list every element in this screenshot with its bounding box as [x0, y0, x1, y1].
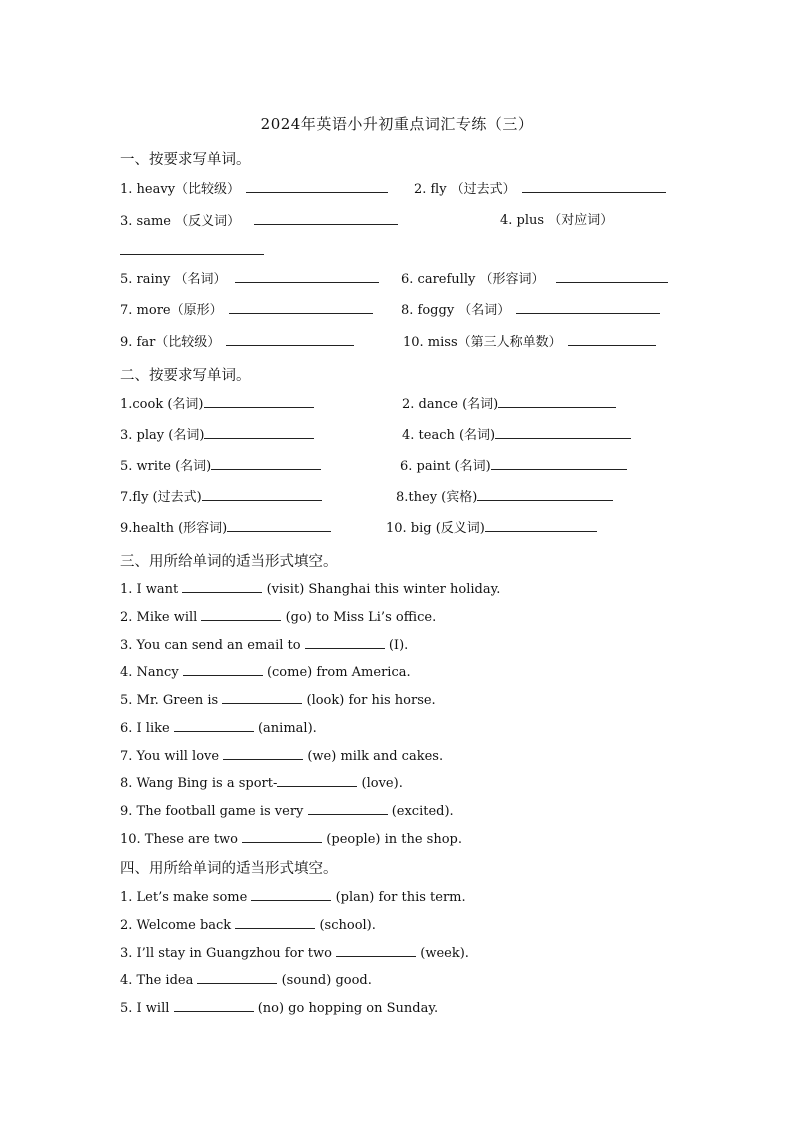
- answer-blank[interactable]: [251, 888, 331, 901]
- answer-blank[interactable]: [498, 395, 616, 408]
- answer-blank[interactable]: [305, 636, 385, 649]
- section2-heading: 二、按要求写单词。: [120, 368, 251, 384]
- s1-item-7: [120, 301, 373, 320]
- s3-item-6-pre: 6. I like: [120, 721, 170, 736]
- answer-blank[interactable]: [226, 333, 354, 346]
- answer-blank[interactable]: [182, 580, 262, 593]
- s3-item-4-pre: 4. Nancy: [120, 665, 179, 680]
- s2-item-5-label: 5. write (名词): [120, 459, 212, 474]
- answer-blank[interactable]: [204, 395, 314, 408]
- answer-blank[interactable]: [174, 719, 254, 732]
- s3-item-9: [120, 802, 454, 821]
- answer-blank[interactable]: [197, 971, 277, 984]
- answer-blank[interactable]: [495, 426, 631, 439]
- s1-item-8: [401, 301, 660, 320]
- answer-blank[interactable]: [235, 916, 315, 929]
- s2-item-3-label: 3. play (名词): [120, 428, 205, 443]
- answer-blank[interactable]: [174, 999, 254, 1012]
- section1-heading: 一、按要求写单词。: [120, 152, 251, 168]
- answer-blank[interactable]: [204, 426, 314, 439]
- answer-blank[interactable]: [211, 457, 321, 470]
- answer-blank[interactable]: [485, 519, 597, 532]
- s4-item-4: [120, 971, 372, 990]
- s4-item-2-post: (school).: [319, 918, 376, 933]
- s4-item-3: [120, 944, 469, 963]
- answer-blank[interactable]: [202, 488, 322, 501]
- s1-item-1: [120, 180, 388, 199]
- s3-item-3-post: (I).: [388, 638, 409, 653]
- s3-item-10: [120, 830, 462, 849]
- s3-item-4-post: (come) from America.: [266, 665, 411, 680]
- s3-item-5: [120, 691, 436, 710]
- s1-item-3-label: 3. same （反义词）: [120, 214, 241, 229]
- s1-item-6-label: 6. carefully （形容词）: [401, 272, 545, 287]
- s4-item-1-post: (plan) for this term.: [335, 890, 466, 905]
- s3-item-7: [120, 747, 443, 766]
- answer-blank[interactable]: [522, 180, 666, 193]
- answer-blank[interactable]: [223, 747, 303, 760]
- answer-blank[interactable]: [491, 457, 627, 470]
- s3-item-5-post: (look) for his horse.: [306, 693, 436, 708]
- s1-item-10: [403, 333, 656, 352]
- s2-item-1: [120, 395, 314, 414]
- s4-item-3-pre: 3. I’ll stay in Guangzhou for two: [120, 946, 332, 961]
- s2-item-6: [400, 457, 627, 476]
- s2-item-8: [396, 488, 613, 507]
- s1-item-4: [500, 212, 613, 230]
- s3-item-1-pre: 1. I want: [120, 582, 179, 597]
- answer-blank[interactable]: [201, 608, 281, 621]
- answer-blank[interactable]: [229, 301, 373, 314]
- s2-item-4: [402, 426, 631, 445]
- answer-blank[interactable]: [246, 180, 388, 193]
- s4-item-5-post: (no) go hopping on Sunday.: [257, 1001, 439, 1016]
- s4-item-2: [120, 916, 376, 935]
- s2-item-2: [402, 395, 616, 414]
- s1-item-1-label: 1. heavy（比较级）: [120, 182, 241, 197]
- s3-item-6-post: (animal).: [257, 721, 317, 736]
- answer-blank[interactable]: [556, 270, 668, 283]
- s2-item-9: [120, 519, 331, 538]
- s4-item-1: [120, 888, 466, 907]
- s2-item-7-label: 7.fly (过去式): [120, 490, 202, 505]
- s1-item-10-label: 10. miss（第三人称单数）: [403, 335, 562, 350]
- answer-blank[interactable]: [277, 774, 357, 787]
- s3-item-10-pre: 10. These are two: [120, 832, 239, 847]
- s2-item-5: [120, 457, 321, 476]
- s2-item-2-label: 2. dance (名词): [402, 397, 499, 412]
- answer-blank[interactable]: [183, 663, 263, 676]
- answer-blank[interactable]: [222, 691, 302, 704]
- s3-item-10-post: (people) in the shop.: [326, 832, 462, 847]
- s1-item-8-label: 8. foggy （名词）: [401, 303, 511, 318]
- s3-item-8-post: (love).: [361, 776, 403, 791]
- answer-blank[interactable]: [516, 301, 660, 314]
- s4-item-3-post: (week).: [420, 946, 469, 961]
- s3-item-3-pre: 3. You can send an email to: [120, 638, 301, 653]
- answer-blank[interactable]: [568, 333, 656, 346]
- s3-item-4: [120, 663, 411, 682]
- s2-item-1-label: 1.cook (名词): [120, 397, 204, 412]
- s3-item-5-pre: 5. Mr. Green is: [120, 693, 219, 708]
- answer-blank[interactable]: [336, 944, 416, 957]
- s2-item-8-label: 8.they (宾格): [396, 490, 478, 505]
- s3-item-6: [120, 719, 317, 738]
- section3-heading: 三、用所给单词的适当形式填空。: [120, 554, 338, 570]
- answer-blank[interactable]: [227, 519, 331, 532]
- s1-item-9-label: 9. far（比较级）: [120, 335, 221, 350]
- s4-item-4-post: (sound) good.: [281, 973, 372, 988]
- s3-item-7-pre: 7. You will love: [120, 749, 220, 764]
- s2-item-6-label: 6. paint (名词): [400, 459, 491, 474]
- s1-item-2: [414, 180, 666, 199]
- s3-item-3: [120, 636, 408, 655]
- answer-blank[interactable]: [477, 488, 613, 501]
- s1-item-6: [401, 270, 668, 289]
- s2-item-3: [120, 426, 314, 445]
- s3-item-8: [120, 774, 403, 793]
- answer-blank[interactable]: [254, 212, 398, 225]
- s1-item-2-label: 2. fly （过去式）: [414, 182, 516, 197]
- s4-item-5: [120, 999, 438, 1018]
- s3-item-7-post: (we) milk and cakes.: [307, 749, 444, 764]
- s2-item-10: [386, 519, 597, 538]
- s3-item-2: [120, 608, 436, 627]
- s3-item-1: [120, 580, 500, 599]
- answer-blank[interactable]: [120, 242, 264, 255]
- s1-item-5: [120, 270, 379, 289]
- page-title: 2024年英语小升初重点词汇专练（三）: [260, 115, 534, 133]
- s4-item-5-pre: 5. I will: [120, 1001, 170, 1016]
- s3-item-2-pre: 2. Mike will: [120, 610, 198, 625]
- s1-item-5-label: 5. rainy （名词）: [120, 272, 227, 287]
- s1-item-7-label: 7. more（原形）: [120, 303, 223, 318]
- s1-item-3: [120, 212, 398, 231]
- s2-item-4-label: 4. teach (名词): [402, 428, 496, 443]
- s3-item-2-post: (go) to Miss Li’s office.: [285, 610, 437, 625]
- s2-item-10-label: 10. big (反义词): [386, 521, 485, 536]
- answer-blank[interactable]: [242, 830, 322, 843]
- section4-heading: 四、用所给单词的适当形式填空。: [120, 861, 338, 877]
- s3-item-9-pre: 9. The football game is very: [120, 804, 304, 819]
- s4-item-2-pre: 2. Welcome back: [120, 918, 232, 933]
- s3-item-9-post: (excited).: [391, 804, 454, 819]
- s2-item-9-label: 9.health (形容词): [120, 521, 228, 536]
- answer-blank[interactable]: [235, 270, 379, 283]
- s1-item-4-blank-row: [120, 242, 264, 261]
- answer-blank[interactable]: [308, 802, 388, 815]
- s1-item-4-label: 4. plus （对应词）: [500, 213, 614, 228]
- s4-item-1-pre: 1. Let’s make some: [120, 890, 248, 905]
- s4-item-4-pre: 4. The idea: [120, 973, 194, 988]
- s3-item-8-pre: 8. Wang Bing is a sport-: [120, 776, 278, 791]
- s3-item-1-post: (visit) Shanghai this winter holiday.: [266, 582, 501, 597]
- s2-item-7: [120, 488, 322, 507]
- s1-item-9: [120, 333, 354, 352]
